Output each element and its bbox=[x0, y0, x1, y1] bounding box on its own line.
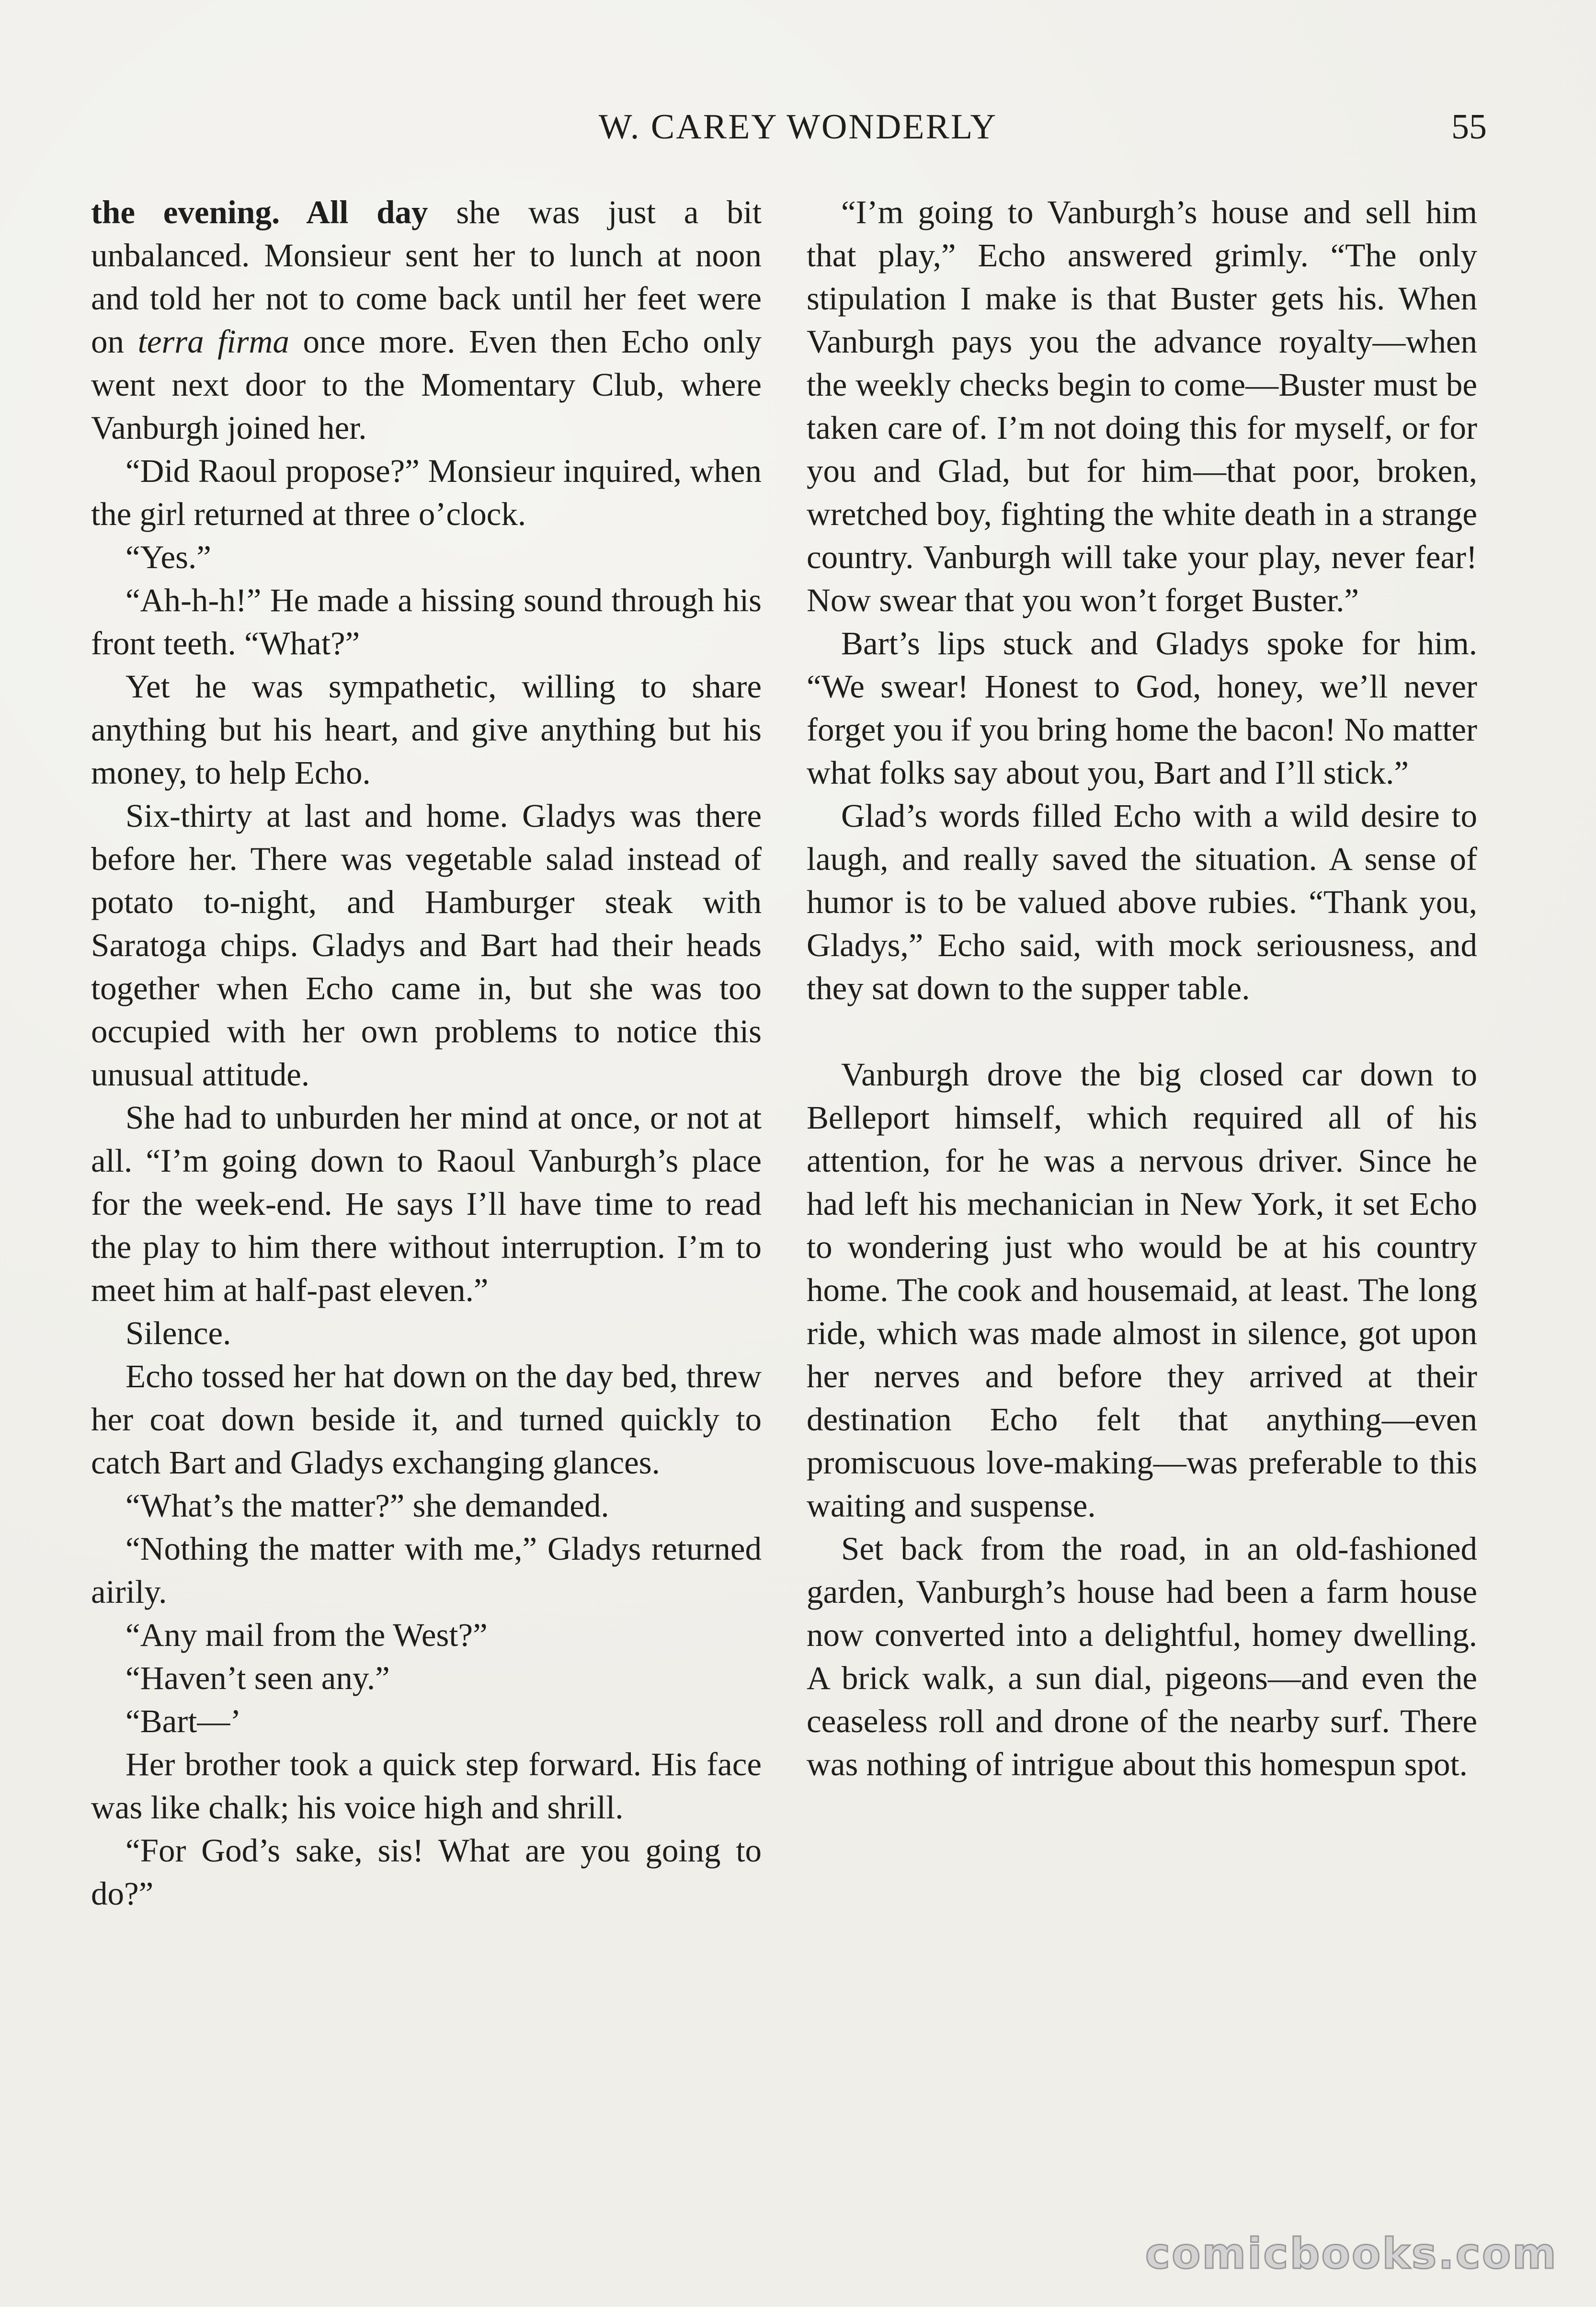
paragraph: “I’m going to Vanburgh’s house and sell him that play,” Echo answered grimly. “The only stipulation I make is that Buster gets his. When Vanburgh pays you the advance royalty—when the weekly checks begin to come—Buster must be taken care of. I’m not doing this for myself, or for you and Glad, but for him—that poor, broken, wretched boy, fighting the white death in a strange country. Vanburgh will take your play, never fear! Now swear that you won’t forget Buster.” bbox=[807, 194, 1477, 618]
text-run: once more. Even then Echo only went next door to the Momentary Club, where Vanburgh joined her. bbox=[91, 323, 762, 446]
italic-text: terra firma bbox=[137, 323, 289, 360]
paragraph: “Ah-h-h!” He made a hissing sound through his front teeth. “What?” bbox=[91, 582, 762, 662]
running-title: W. CAREY WONDERLY bbox=[598, 107, 998, 147]
paragraph: Her brother took a quick step forward. His face was like chalk; his voice high and shrill. bbox=[91, 1746, 762, 1826]
running-header bbox=[0, 98, 1596, 156]
paragraph: “For God’s sake, sis! What are you going to do?” bbox=[91, 1832, 762, 1912]
paragraph: “Nothing the matter with me,” Gladys returned airily. bbox=[91, 1530, 762, 1610]
paragraph: “Bart—’ bbox=[125, 1703, 241, 1739]
paragraph: Six-thirty at last and home. Gladys was there before her. There was vegetable salad instead of potato to-night, and Hamburger steak with Saratoga chips. Gladys and Bart had their heads together when Echo came in, but she was too occupied with her own problems to notice this unusual attitude. bbox=[91, 798, 762, 1093]
paragraph: “Haven’t seen any.” bbox=[125, 1660, 390, 1696]
paragraph: Silence. bbox=[125, 1315, 231, 1351]
paragraph bbox=[91, 191, 762, 449]
page-number: 55 bbox=[1451, 107, 1487, 147]
bold-text: the evening. All day bbox=[91, 194, 428, 230]
text-run: she was just a bit unbalanced. Monsieur sent her to lunch at noon and told her not to come back until her feet were on bbox=[91, 194, 762, 360]
paragraph: Vanburgh drove the big closed car down to Belleport himself, which required all of his attention, for he was a nervous driver. Since he had left his mechanician in New York, it set Echo to wondering just who would be at his country home. The cook and housemaid, at least. The long ride, which was made almost in silence, got upon her nerves and before they arrived at their destination Echo felt that anything—even promiscuous love-making—was preferable to this waiting and suspense. bbox=[807, 1056, 1477, 1524]
paragraph: Bart’s lips stuck and Gladys spoke for him. “We swear! Honest to God, honey, we’ll never forget you if you bring home the bacon! No matter what folks say about you, Bart and I’ll stick.” bbox=[807, 625, 1477, 791]
watermark-logo: comicbooks.com bbox=[1145, 2229, 1558, 2278]
paragraph: Set back from the road, in an old-fashioned garden, Vanburgh’s house had been a farm house now converted into a delightful, homey dwelling. A brick walk, a sun dial, pigeons—and even the ceaseless roll and drone of the nearby surf. There was nothing of intrigue about this homespun spot. bbox=[807, 1530, 1477, 1782]
paragraph: “What’s the matter?” she demanded. bbox=[125, 1487, 609, 1524]
paragraph: Yet he was sympathetic, willing to share anything but his heart, and give anything but his money, to help Echo. bbox=[91, 668, 762, 791]
paragraph: Glad’s words filled Echo with a wild desire to laugh, and really saved the situation. A sense of humor is to be valued above rubies. “Thank you, Gladys,” Echo said, with mock seriousness, and they sat down to the supper table. bbox=[807, 798, 1477, 1006]
paragraph: “Any mail from the West?” bbox=[125, 1617, 488, 1653]
paragraph: Echo tossed her hat down on the day bed, threw her coat down beside it, and turned quickly to catch Bart and Gladys exchanging glances. bbox=[91, 1358, 762, 1481]
paragraph: She had to unburden her mind at once, or not at all. “I’m going down to Raoul Vanburgh’s place for the week-end. He says I’ll have time to read the play to him there without interruption. I’m to meet him at half-past eleven.” bbox=[91, 1099, 762, 1308]
left-column bbox=[91, 191, 762, 1915]
right-column bbox=[807, 191, 1477, 1786]
paragraph: “Yes.” bbox=[125, 539, 211, 575]
paragraph: “Did Raoul propose?” Monsieur inquired, when the girl returned at three o’clock. bbox=[91, 453, 762, 532]
